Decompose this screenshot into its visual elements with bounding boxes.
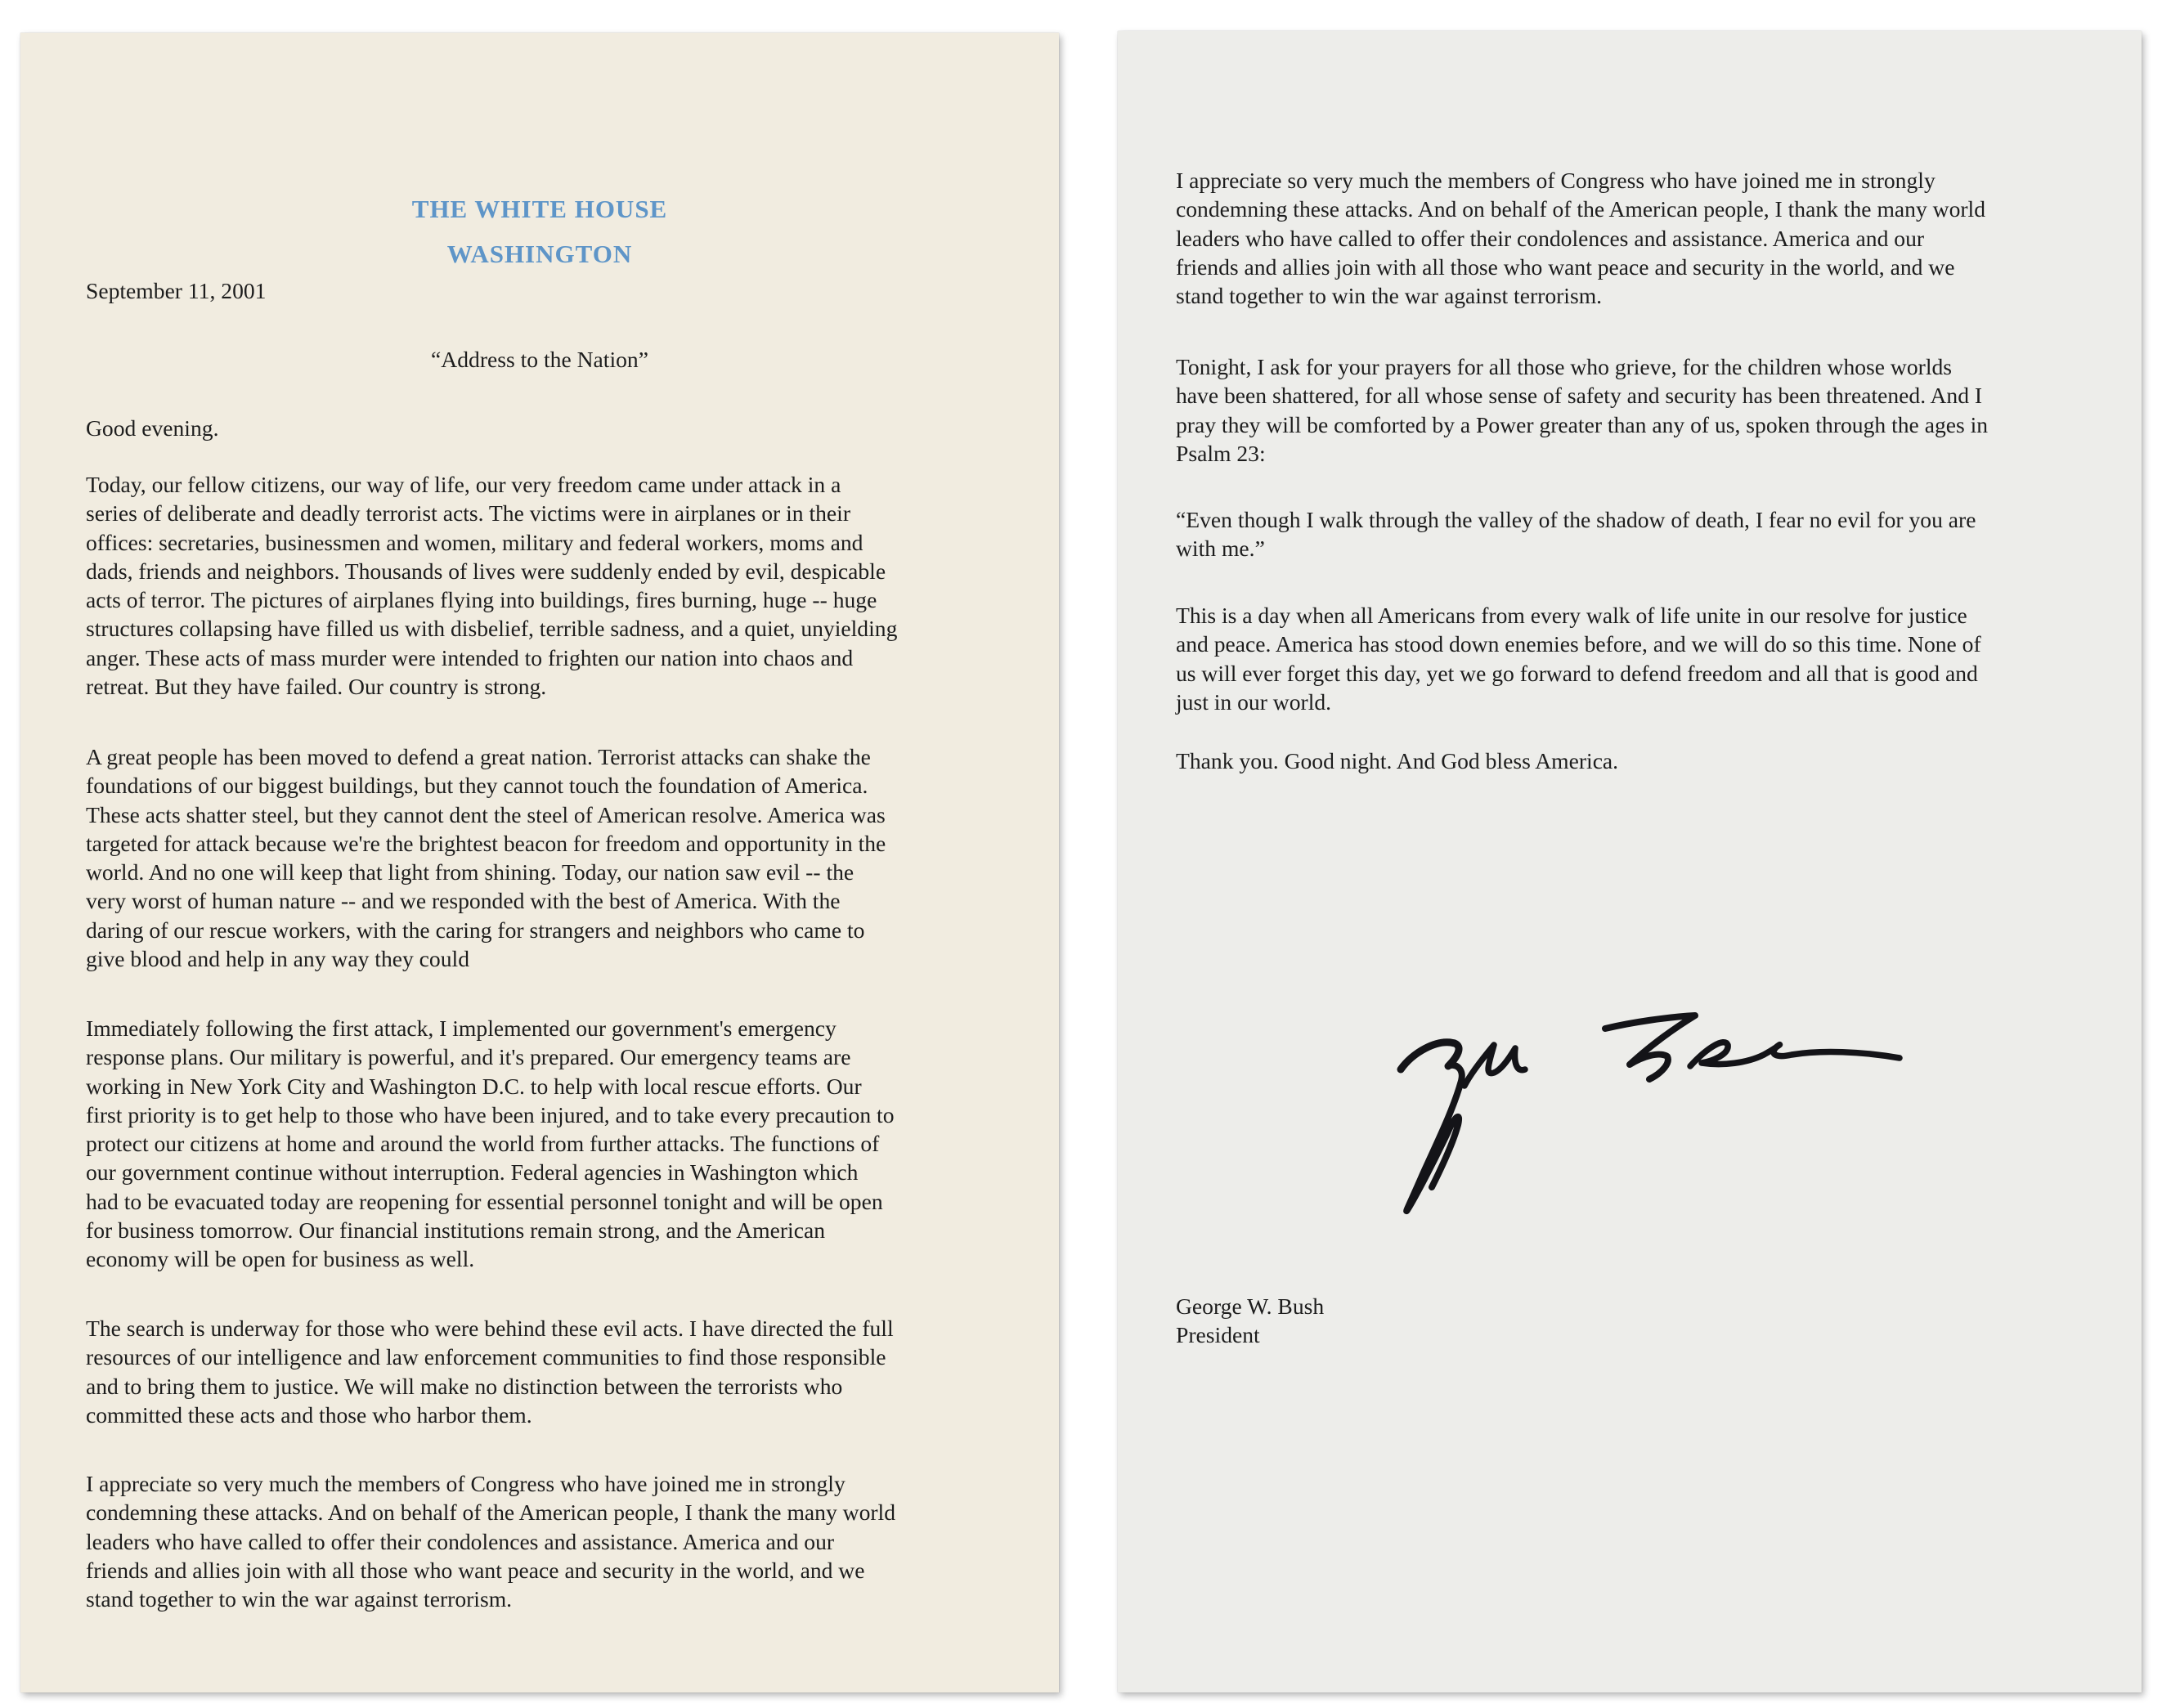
text-line: I appreciate so very much the members of Congress who have joined me in strongly [1176, 168, 1936, 193]
text-line: targeted for attack because we're the brightest beacon for freedom and opportunity in the [86, 830, 886, 856]
text-line: I appreciate so very much the members of Congress who have joined me in strongly [86, 1471, 846, 1496]
text-line: us will ever forget this day, yet we go forward to defend freedom and all that is good and [1176, 660, 1978, 686]
letter-page-1 [20, 33, 1059, 1692]
text-line: economy will be open for business as well. [86, 1246, 475, 1272]
paragraph-8 [1176, 601, 1981, 716]
paragraph-3 [86, 1014, 895, 1274]
text-line: pray they will be comforted by a Power greater than any of us, spoken through the ages in [1176, 411, 1989, 437]
text-line: friends and allies join with all those who want peace and security in the world, and we [1176, 253, 1955, 280]
text-line: resources of our intelligence and law enforcement communities to find those responsible [86, 1344, 886, 1370]
text-line: leaders who have called to offer their condolences and assistance. America and our [1176, 225, 1925, 251]
text-line: Today, our fellow citizens, our way of life, our very freedom came under attack in a [86, 472, 841, 497]
text-line: give blood and help in any way they could [86, 946, 469, 972]
text-line: and to bring them to justice. We will make no distinction between the terrorists who [86, 1373, 843, 1399]
paragraph-7 [1176, 352, 1988, 468]
text-line: Tonight, I ask for your prayers for all those who grieve, for the children whose worlds [1176, 354, 1953, 379]
text-line: The search is underway for those who were behind these evil acts. I have directed the full [86, 1316, 894, 1341]
text-line: daring of our rescue workers, with the caring for strangers and neighbors who came to [86, 917, 865, 943]
letterhead [20, 186, 1059, 276]
signature-block [1176, 1292, 1324, 1350]
letter-page-2 [1118, 31, 2142, 1692]
closing-line [1176, 746, 1618, 775]
text-line: “Even though I walk through the valley of the shadow of death, I fear no evil for you are [1176, 507, 1976, 532]
text-line: series of deliberate and deadly terrorist acts. The victims were in airplanes or in their [86, 500, 851, 527]
text-line: Psalm 23: [1176, 440, 1266, 466]
text-line: retreat. But they have failed. Our country is strong. [86, 674, 547, 700]
text-line: This is a day when all Americans from every walk of life unite in our resolve for justice [1176, 603, 1967, 628]
text-line: committed these acts and those who harbor them. [86, 1401, 532, 1428]
text-line: Thank you. Good night. And God bless America. [1176, 748, 1619, 773]
psalm-quote [1176, 505, 1976, 563]
text-line: with me.” [1176, 536, 1265, 562]
text-line: condemning these attacks. And on behalf of the American people, I thank the many world [1176, 196, 1986, 222]
text-line: offices: secretaries, businessmen and women, military and federal workers, moms and [86, 529, 863, 555]
paragraph-4 [86, 1314, 894, 1429]
letterhead-line-1: THE WHITE HOUSE [411, 195, 668, 223]
text-line: world. And no one will keep that light from shining. Today, our nation saw evil -- the [86, 859, 854, 885]
paragraph-2 [86, 742, 886, 973]
signer-title: President [1176, 1322, 1260, 1348]
text-line: just in our world. [1176, 688, 1332, 715]
text-line: These acts shatter steel, but they cannot dent the steel of American resolve. America was [86, 801, 886, 827]
text-line: acts of terror. The pictures of airplanes flying into buildings, fires burning, huge -- huge [86, 587, 877, 613]
text-line: and peace. America has stood down enemies before, and we will do so this time. None of [1176, 631, 1981, 657]
text-line: dads, friends and neighbors. Thousands of lives were suddenly ended by evil, despicable [86, 558, 886, 584]
text-line: stand together to win the war against terrorism. [86, 1586, 513, 1612]
text-line: leaders who have called to offer their condolences and assistance. America and our [86, 1528, 835, 1554]
text-line: for business tomorrow. Our financial institutions remain strong, and the American [86, 1217, 826, 1244]
text-line: stand together to win the war against terrorism. [1176, 283, 1603, 309]
text-line: Immediately following the first attack, I implemented our government's emergency [86, 1015, 837, 1041]
paragraph-1 [86, 470, 897, 701]
letter-title: “Address to the Nation” [431, 347, 648, 372]
text-line: our government continue without interruption. Federal agencies in Washington which [86, 1159, 859, 1186]
signer-name: George W. Bush [1176, 1293, 1325, 1319]
text-line: anger. These acts of mass murder were intended to frighten our nation into chaos and [86, 644, 854, 670]
text-line: very worst of human nature -- and we responded with the best of America. With the [86, 888, 841, 914]
greeting: Good evening. [86, 415, 219, 441]
text-line: have been shattered, for all whose sense of safety and security has been threatened. And I [1176, 383, 1983, 409]
handwritten-signature [1363, 988, 1936, 1241]
paragraph-6 [1176, 166, 1985, 310]
text-line: response plans. Our military is powerful, and it's prepared. Our emergency teams are [86, 1044, 851, 1070]
text-line: condemning these attacks. And on behalf of the American people, I thank the many world [86, 1500, 896, 1526]
text-line: A great people has been moved to defend a great nation. Terrorist attacks can shake the [86, 744, 871, 769]
text-line: protect our citizens at home and around the world from further attacks. The functions of [86, 1131, 880, 1157]
text-line: had to be evacuated today are reopening for essential personnel tonight and will be open [86, 1188, 883, 1214]
text-line: friends and allies join with all those who want peace and security in the world, and we [86, 1557, 865, 1583]
text-line: first priority is to get help to those who have been injured, and to take every precaution to [86, 1101, 895, 1127]
text-line: working in New York City and Washington D.C. to help with local rescue efforts. Our [86, 1073, 862, 1099]
letterhead-line-2: WASHINGTON [446, 240, 633, 268]
text-line: structures collapsing have filled us with disbelief, terrible sadness, and a quiet, unyielding [86, 616, 898, 642]
letter-date: September 11, 2001 [86, 278, 267, 303]
paragraph-5 [86, 1469, 895, 1613]
text-line: foundations of our biggest buildings, but they cannot touch the foundation of America. [86, 773, 868, 799]
